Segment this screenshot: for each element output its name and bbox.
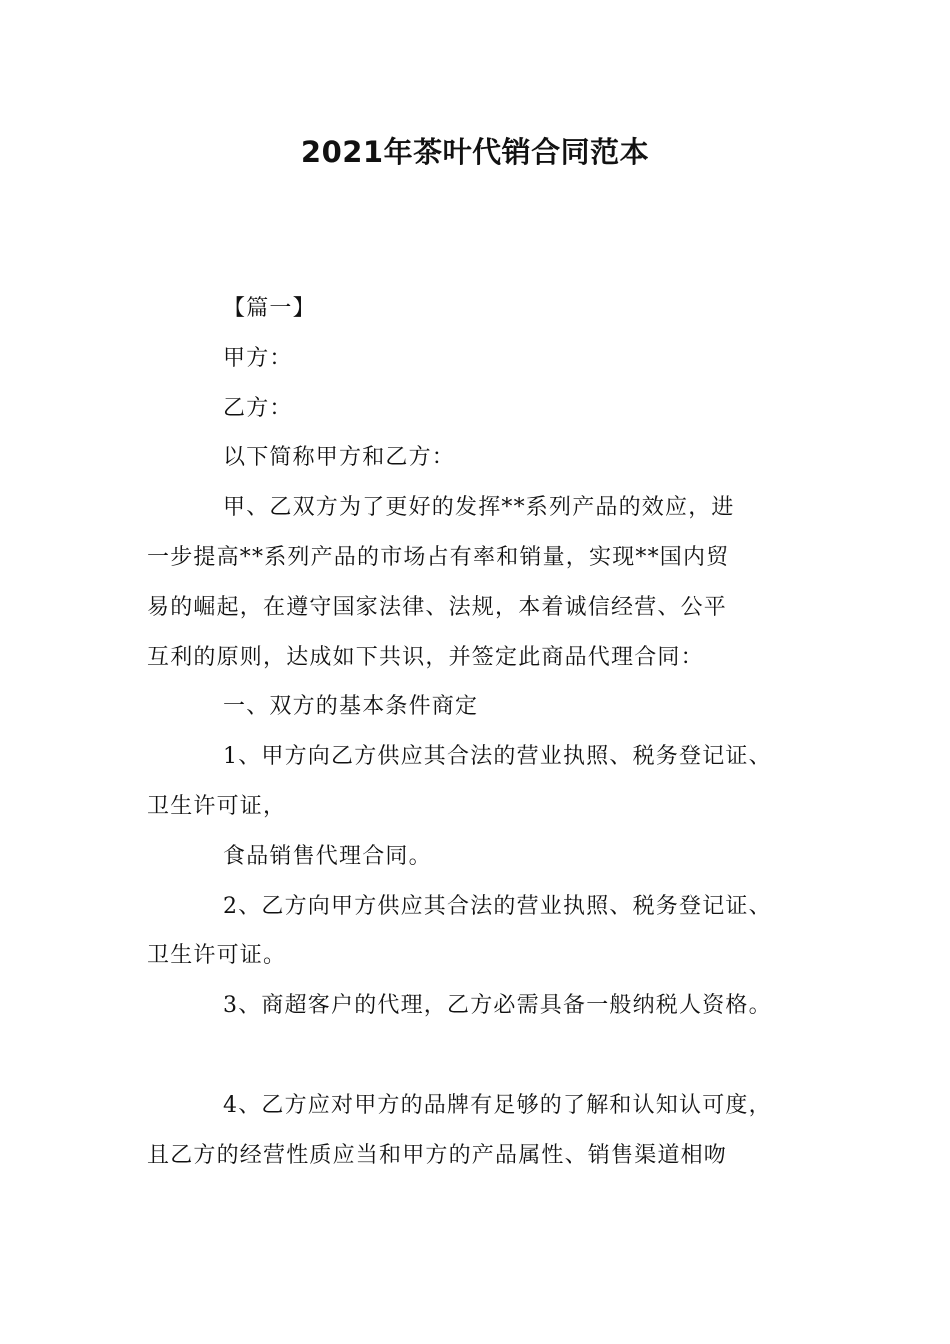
- party-a-line: 甲方：: [223, 345, 293, 371]
- clause-item: 1、甲方向乙方供应其合法的营业执照、税务登记证、: [223, 744, 772, 770]
- paragraph-line: 互利的原则，达成如下共识，并签定此商品代理合同：: [147, 644, 704, 670]
- clause-item: 2、乙方向甲方供应其合法的营业执照、税务登记证、: [223, 893, 772, 919]
- paragraph-gap: [147, 1031, 837, 1081]
- section-heading: 【篇一】: [223, 296, 316, 321]
- clause-item-continued: 卫生许可证，: [147, 793, 287, 819]
- clause-item: 4、乙方应对甲方的品牌有足够的了解和认知认可度，: [223, 1092, 772, 1118]
- clause-item: 3、商超客户的代理，乙方必需具备一般纳税人资格。: [223, 993, 772, 1019]
- paragraph-line: 甲、乙双方为了更好的发挥**系列产品的效应，进: [223, 495, 735, 521]
- paragraph-line: 一步提高**系列产品的市场占有率和销量，实现**国内贸: [147, 544, 730, 570]
- clause-item-continued: 卫生许可证。: [147, 943, 287, 969]
- document-title: 2021年茶叶代销合同范本: [300, 135, 650, 169]
- abbreviation-line: 以下简称甲方和乙方：: [223, 445, 456, 471]
- paragraph-line: 易的崛起，在遵守国家法律、法规，本着诚信经营、公平: [147, 594, 728, 620]
- clause-note: 食品销售代理合同。: [223, 843, 432, 869]
- clause-item-continued: 且乙方的经营性质应当和甲方的产品属性、销售渠道相吻: [147, 1142, 728, 1168]
- party-b-line: 乙方：: [223, 395, 293, 421]
- clause-heading: 一、双方的基本条件商定: [223, 694, 479, 720]
- document-body: [147, 284, 837, 1180]
